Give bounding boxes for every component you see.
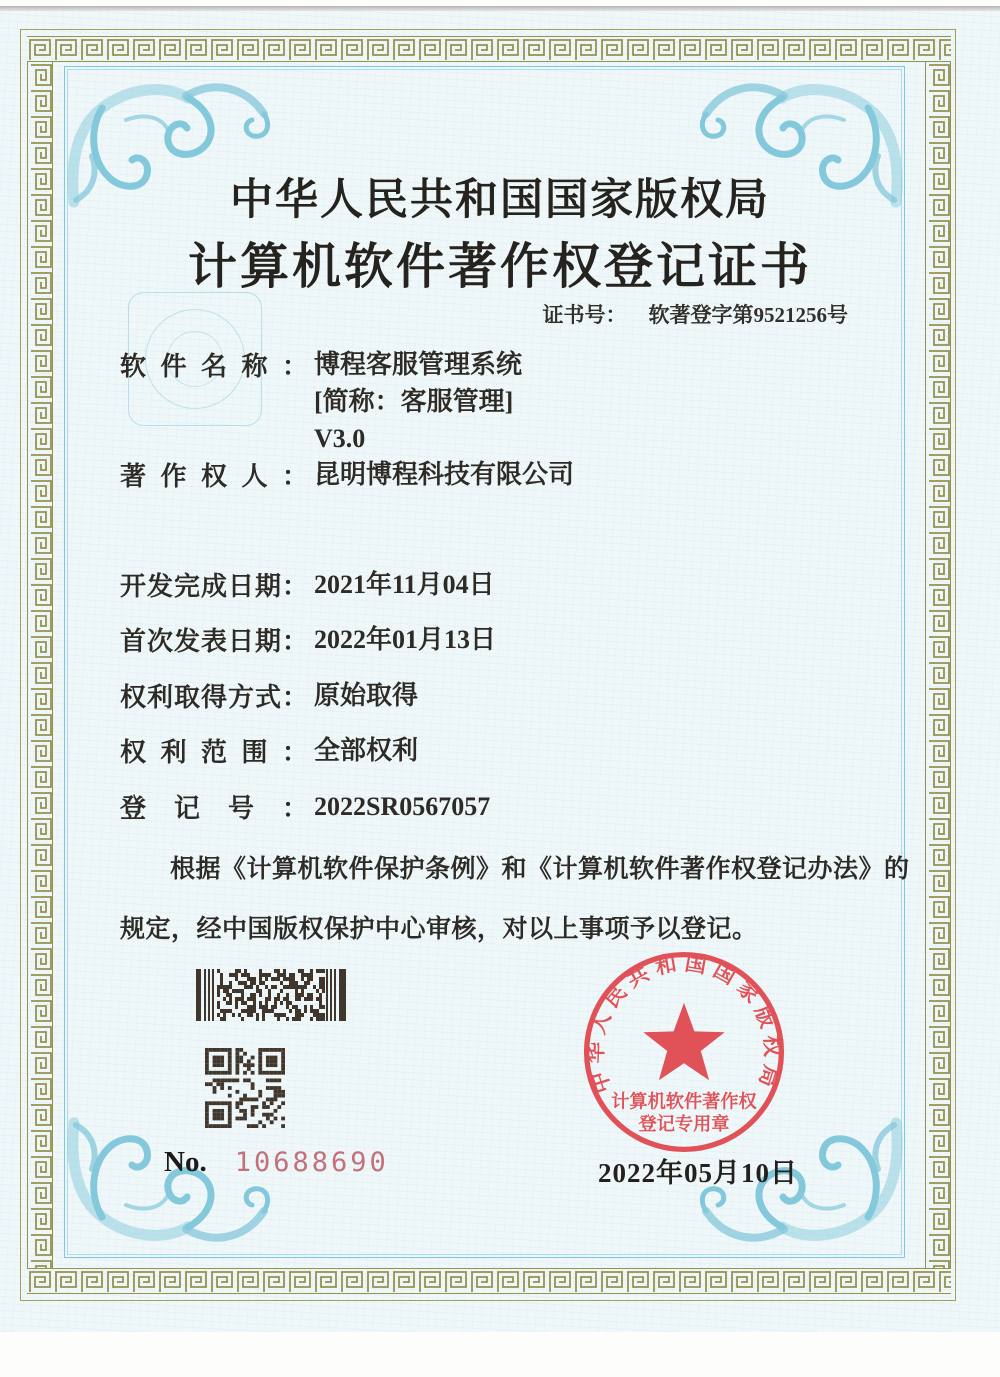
field-label: 首次发表日期：: [120, 627, 308, 656]
field-value: 2022年01月13日: [314, 625, 497, 654]
field-copyright-owner: [120, 456, 574, 493]
field-value: 昆明博程科技有限公司: [314, 460, 575, 489]
serial-label: No.: [164, 1146, 207, 1178]
corner-flourish-icon: [66, 1115, 278, 1257]
red-seal: [577, 945, 791, 1159]
issue-date: 2022年05月10日: [598, 1158, 798, 1188]
authority-title: 中华人民共和国国家版权局: [230, 177, 770, 224]
field-software-name: [120, 346, 522, 457]
seal-line1: 计算机软件著作权: [611, 1091, 757, 1112]
barcode: [196, 969, 346, 1021]
field-value: 2021年11月04日: [314, 570, 495, 599]
greek-key-border-bottom: [27, 1268, 951, 1294]
certificate-title: 计算机软件著作权登记证书: [187, 239, 812, 294]
field-rights-acquisition: [120, 677, 418, 714]
greek-key-border-top: [27, 36, 951, 62]
statement-line2: 规定，经中国版权保护中心审核，对以上事项予以登记。: [120, 916, 758, 943]
field-registration-number: [120, 788, 490, 825]
field-label: 软件名称：: [120, 352, 308, 381]
field-first-publication-date: [120, 621, 496, 658]
serial-number-row: [164, 1146, 389, 1179]
certificate-number-row: [543, 299, 849, 329]
statement-line1: 根据《计算机软件保护条例》和《计算机软件著作权登记办法》的: [170, 856, 910, 883]
serial-value: 10688690: [234, 1147, 389, 1178]
scan-edge: [0, 6, 1000, 11]
star-icon: [643, 1003, 724, 1080]
seal-line2: 登记专用章: [638, 1114, 730, 1135]
software-name-line2: [简称：客服管理]: [314, 387, 514, 416]
software-name-line1: 博程客服管理系统: [314, 350, 523, 379]
field-label: 著作权人：: [120, 462, 308, 491]
field-value: 全部权利: [314, 736, 419, 765]
field-value: 原始取得: [314, 681, 419, 710]
seal-ring-text: 中华人民共和国国家版权局: [583, 950, 785, 1097]
certificate-number-value: 软著登字第9521256号: [648, 303, 848, 327]
field-value: 2022SR0567057: [314, 792, 491, 821]
field-label: 权利取得方式：: [120, 683, 308, 712]
software-name-version: V3.0: [314, 424, 366, 453]
field-value: [314, 346, 522, 457]
certificate-number-label: 证书号：: [542, 303, 627, 327]
field-label: 权利范围：: [120, 738, 308, 767]
qr-code: [205, 1048, 285, 1128]
field-label: 登记号：: [120, 794, 308, 823]
field-dev-completion-date: [120, 566, 495, 603]
field-rights-scope: [120, 732, 418, 769]
field-label: 开发完成日期：: [120, 572, 308, 601]
